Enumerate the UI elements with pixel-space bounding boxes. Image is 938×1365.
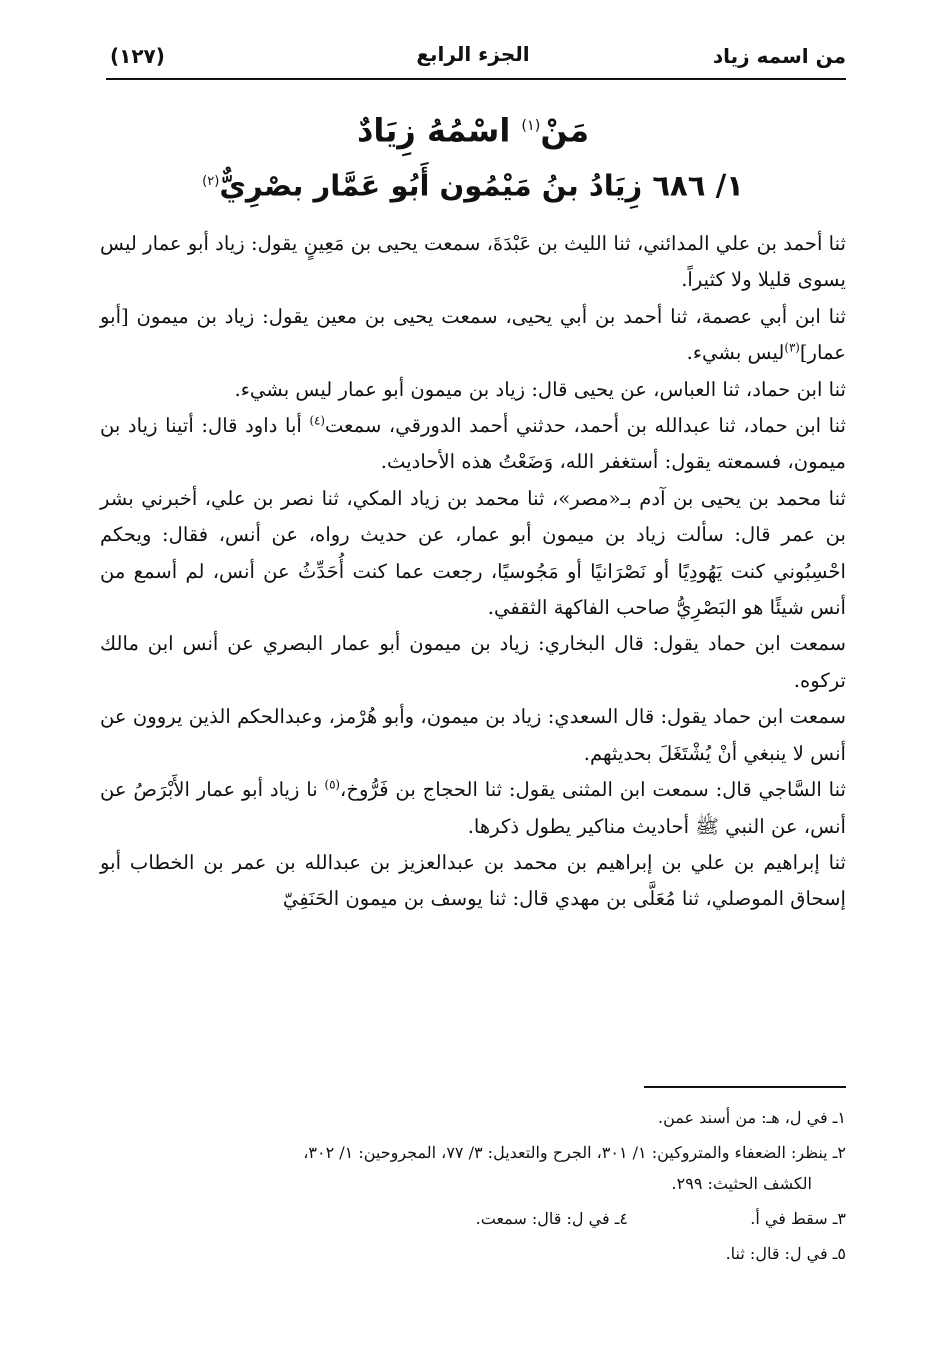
footnote-4: ٤ـ في ل: قال: سمعت. (475, 1209, 628, 1228)
footnotes (100, 1102, 846, 1273)
paragraph: ثنا أحمد بن علي المدائني، ثنا الليث بن عَبْدَةَ، سمعت يحيى بن مَعِينٍ يقول: زياد أبو عمار ليس يسوى قليلا ولا كثيراً. (100, 232, 846, 292)
paragraph-text: ثنا السَّاجي قال: سمعت ابن المثنى يقول: ثنا الحجاج بن فَرُّوخ، (340, 778, 846, 802)
chapter-title-word: مَنْ (540, 111, 590, 150)
paragraph: ثنا إبراهيم بن علي بن إبراهيم بن محمد بن عبدالعزيز بن عبدالله بن عمر بن الخطاب أبو إسحاق الموصلي، ثنا مُعَلَّى بن مهدي قال: ثنا يوسف بن ميمون الحَنَفِيّ (100, 850, 846, 911)
entry-title-text: ١/ ٦٨٦ زِيَادُ بنُ مَيْمُون أَبُو عَمَّار بصْرِيٌّ (219, 168, 744, 203)
footnote-3: ٣ـ سقط في أ. (750, 1209, 846, 1228)
paragraph: ثنا ابن حماد، ثنا العباس، عن يحيى قال: زياد بن ميمون أبو عمار ليس بشيء. (234, 377, 846, 401)
footnote-row (100, 1203, 846, 1234)
paragraph (100, 408, 846, 481)
paragraph-text: نا زياد أبو عمار الأَبْرَصُ عن أنس، عن النبي ﷺ أحاديث مناكير يطول ذكرها. (100, 778, 846, 838)
chapter-title (100, 104, 846, 153)
footnote-rule (644, 1086, 846, 1088)
footnote-ref-1: (١) (521, 118, 541, 134)
paragraph-text: ثنا ابن حماد، ثنا عبدالله بن أحمد، حدثني أحمد الدورقي، سمعت (324, 414, 846, 438)
paragraph-text: ثنا ابن أبي عصمة، ثنا أحمد بن أبي يحيى، سمعت يحيى بن معين يقول: زياد بن ميمون [أبو عمار] (100, 304, 846, 365)
header-part-title: الجزء الرابع (416, 42, 530, 66)
chapter-title-rest: اسْمُهُ زِيَادٌ (356, 111, 522, 150)
paragraph (100, 299, 846, 372)
page-number: (١٢٧) (110, 44, 165, 68)
footnote-2 (100, 1137, 846, 1199)
header-section-title: من اسمه زياد (712, 44, 846, 68)
footnote-5: ٥ـ في ل: قال: ثنا. (725, 1244, 846, 1263)
paragraph: سمعت ابن حماد يقول: قال البخاري: زياد بن ميمون أبو عمار البصري عن أنس ابن مالك تركوه. (100, 632, 846, 692)
running-header (100, 38, 846, 78)
body-text (100, 226, 846, 918)
paragraph: سمعت ابن حماد يقول: قال السعدي: زياد بن ميمون، وأبو هُرْمز، وعبدالحكم الذين يروون عن أنس لا ينبغي أنْ يُشْتَغَلَ بحديثهم. (100, 705, 846, 765)
footnote-ref-3: (٣) (784, 340, 800, 355)
footnote-2-line-2: الكشف الحثيث: ٢٩٩. (671, 1174, 812, 1193)
paragraph: ثنا محمد بن يحيى بن آدم بـ«مصر»، ثنا محمد بن زياد المكي، ثنا نصر بن علي، أخبرني بشر بن عمر قال: سألت زياد بن ميمون أبو عمار، عن حديث رواه، عن أنس، فقال: ويحكم احْسِبُوني كنت يَهُودِيًا أو نَصْرَانيًا أو مَجُوسيًا، رجعت عما كنت أُحَدِّثُ عن أنس، لم أسمع من أنس شيئًا هو البَصْرِيُّ صاحب الفاكهة الثقفي. (100, 486, 846, 620)
paragraph-text: أبا داود قال: أتينا زياد بن ميمون، فسمعته يقول: أستغفر الله، وَضَعْتُ هذه الأحاديث. (100, 414, 846, 474)
footnote-2-line-1: ٢ـ ينظر: الضعفاء والمتروكين: ١/ ٣٠١، الجرح والتعديل: ٣/ ٧٧، المجروحين: ١/ ٣٠٢، (303, 1143, 846, 1162)
paragraph (100, 772, 846, 845)
footnote-ref-2: (٢) (202, 174, 220, 189)
header-rule (106, 78, 846, 80)
paragraph-text: ليس بشيء. (686, 341, 785, 365)
footnote-1: ١ـ في ل، هـ: من أسند عمن. (658, 1108, 846, 1127)
footnote-ref-5: (٥) (324, 777, 341, 792)
entry-title (100, 160, 846, 208)
footnote-ref-4: (٤) (309, 413, 325, 428)
